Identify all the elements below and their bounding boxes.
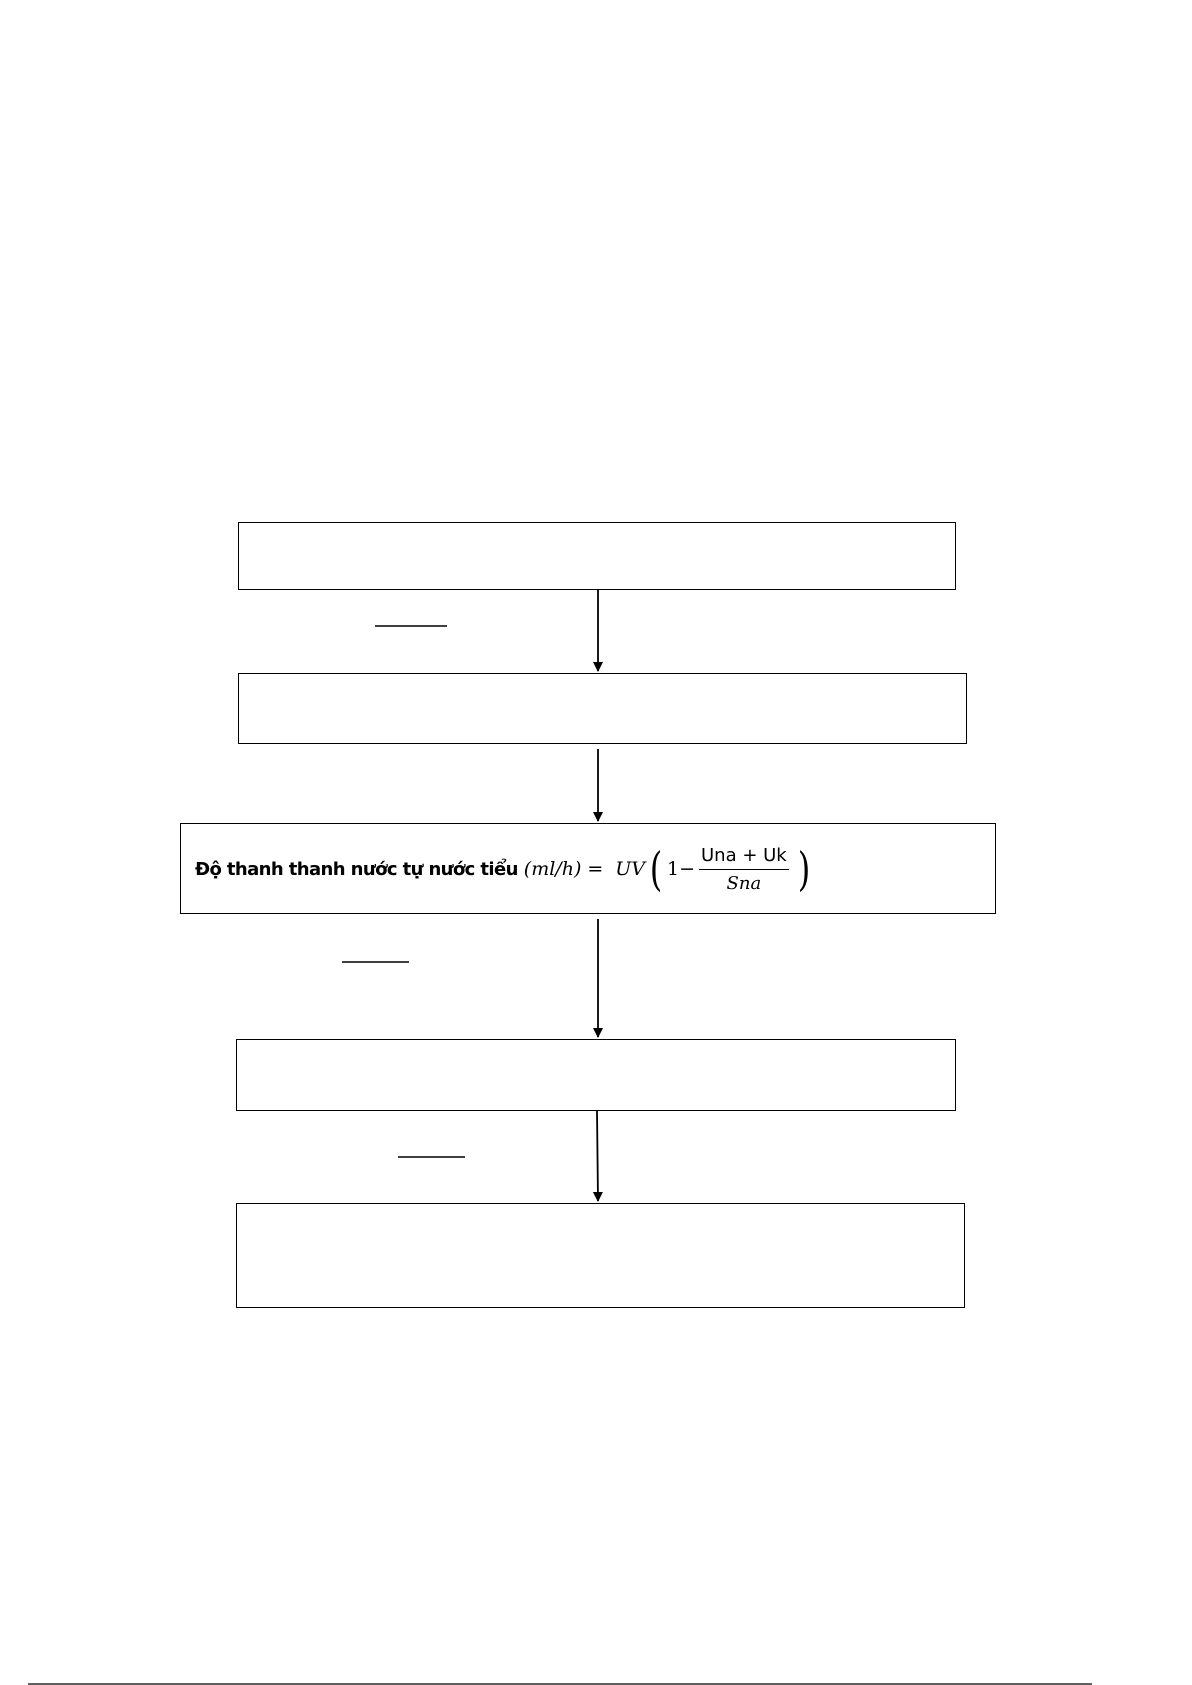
formula-minus: − [679,858,695,880]
formula-open-paren: ( [649,842,663,896]
flow-box-4 [236,1039,956,1111]
formula-equals: = [587,858,604,880]
flow-box-2 [238,673,967,744]
flow-box-formula [180,823,996,914]
flow-box-1 [238,522,956,590]
formula-label: Độ thanh thanh nước tự nước tiểu [195,858,518,880]
formula-one: 1 [666,858,680,880]
formula-close-paren: ) [797,842,810,896]
flow-box-5 [236,1203,965,1308]
formula-denominator: Sna [726,872,762,894]
formula-unit: (ml/h) [523,858,582,880]
formula-fraction [699,845,789,894]
formula-numerator: Una + Uk [699,845,789,870]
free-water-clearance-formula [195,834,815,904]
formula-uv: UV [615,858,646,880]
arrow-box4-to-box5 [597,1111,598,1201]
